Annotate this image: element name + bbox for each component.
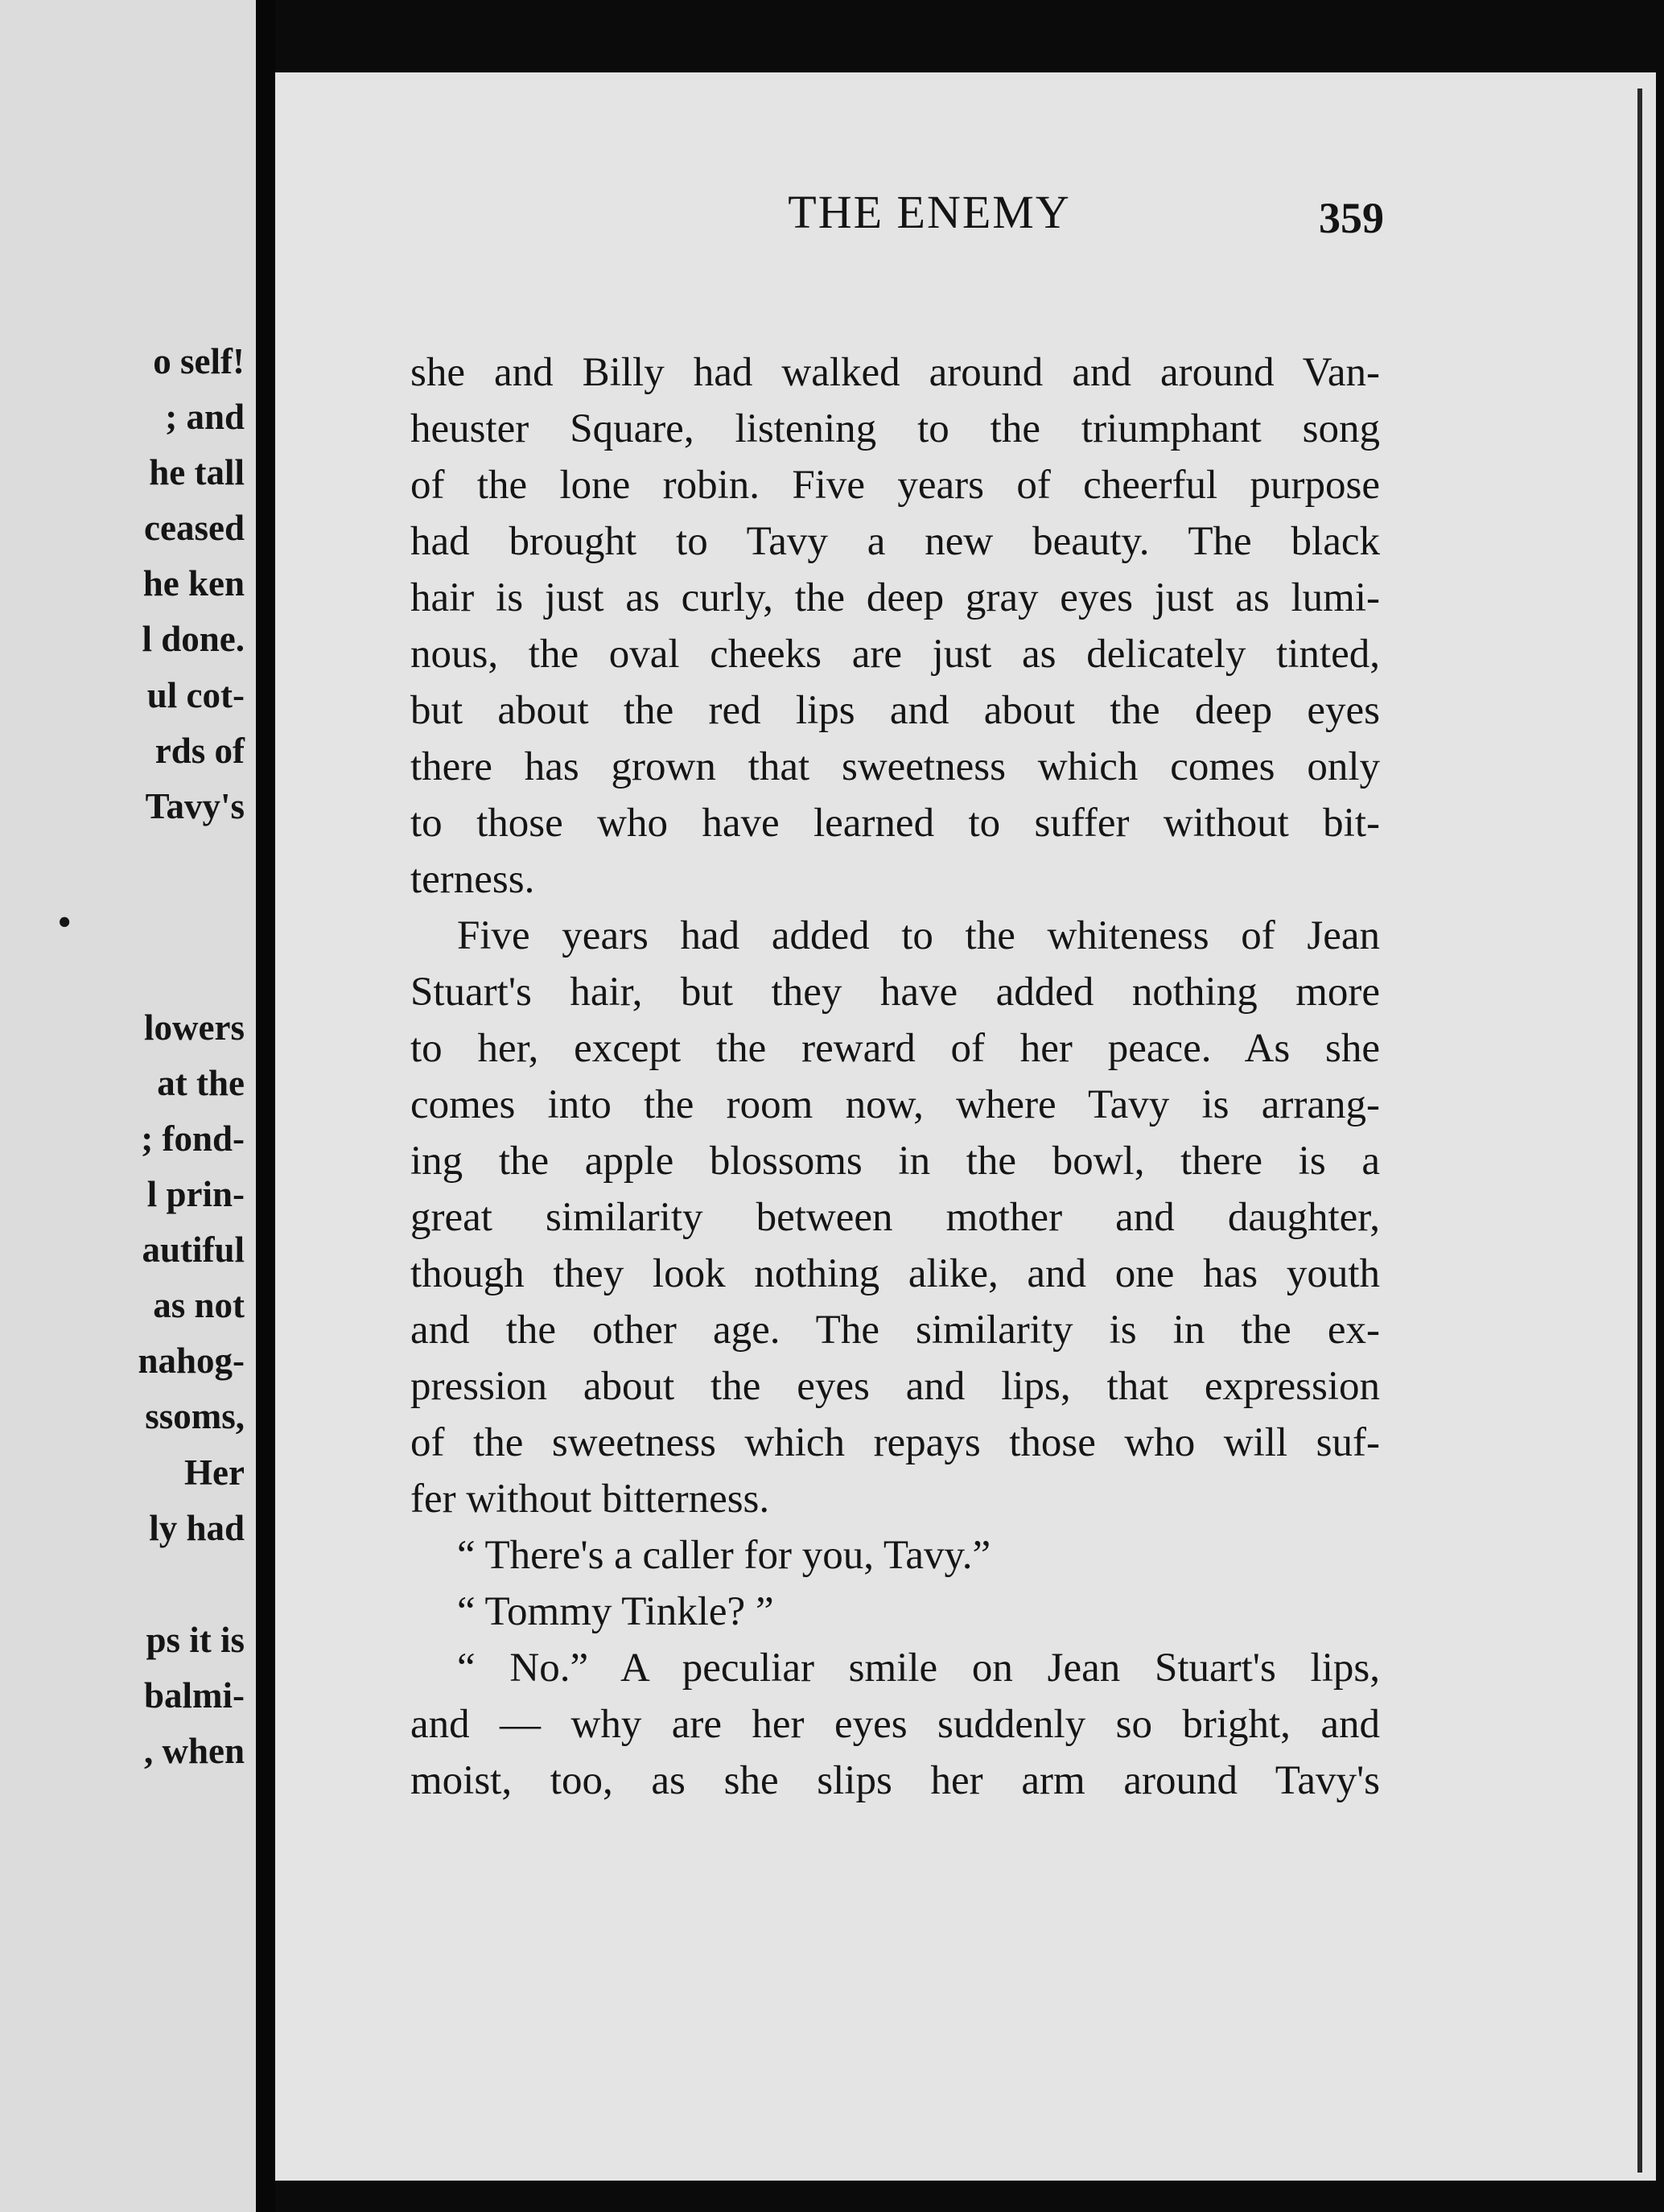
left-page-line: , when [143, 1731, 245, 1771]
left-page-line: he tall [149, 452, 245, 492]
left-page-line: Tavy's [145, 786, 245, 826]
left-page-line: as not [153, 1285, 245, 1325]
text-line: heuster Square, listening to the triumphant song [410, 406, 1380, 451]
left-page-line: rds of [154, 731, 245, 771]
text-line: of the sweetness which repays those who will suf- [410, 1420, 1380, 1465]
text-line: had brought to Tavy a new beauty. The black [410, 519, 1380, 564]
text-line: she and Billy had walked around and around Van- [410, 350, 1380, 395]
text-line: ing the apple blossoms in the bowl, there is a [410, 1139, 1380, 1184]
left-page-line: nahog- [138, 1341, 245, 1381]
left-page-line: ul cot- [146, 675, 245, 715]
page-number: 359 [1319, 194, 1384, 242]
left-page-line: at the [157, 1063, 245, 1103]
body-text [410, 344, 1380, 1809]
page-edge [1637, 89, 1642, 2173]
left-page-line: lowers [144, 1007, 245, 1048]
text-line: and — why are her eyes suddenly so bright, and [410, 1702, 1380, 1747]
left-page-line: balmi- [143, 1675, 245, 1716]
left-page-line: ; fond- [141, 1118, 245, 1159]
text-line: nous, the oval cheeks are just as delicately tinted, [410, 632, 1380, 677]
left-page-line: ; and [165, 397, 245, 437]
text-line: Stuart's hair, but they have added nothing more [410, 970, 1380, 1015]
text-line: comes into the room now, where Tavy is arrang- [410, 1082, 1380, 1127]
text-line: though they look nothing alike, and one has youth [410, 1251, 1380, 1296]
text-line: Five years had added to the whiteness of Jean [457, 913, 1380, 958]
text-line: “ There's a caller for you, Tavy.” [457, 1533, 991, 1578]
left-page-line: ceased [144, 508, 245, 548]
text-line: to her, except the reward of her peace. As she [410, 1026, 1380, 1071]
text-line: there has grown that sweetness which comes only [410, 744, 1380, 789]
left-page-line: l done. [142, 619, 245, 659]
book-gutter [256, 0, 275, 2212]
text-line: pression about the eyes and lips, that expression [410, 1364, 1380, 1409]
left-page-line: • [58, 902, 71, 942]
text-line: great similarity between mother and daughter, [410, 1195, 1380, 1240]
text-line: terness. [410, 857, 535, 902]
text-line: hair is just as curly, the deep gray eyes just as lumi- [410, 575, 1380, 620]
left-page-line: o self! [153, 341, 245, 381]
text-line: but about the red lips and about the deep eyes [410, 688, 1380, 733]
left-page [0, 0, 256, 2212]
text-line: and the other age. The similarity is in the ex- [410, 1308, 1380, 1353]
text-line: of the lone robin. Five years of cheerful purpose [410, 463, 1380, 508]
text-line: moist, too, as she slips her arm around Tavy's [410, 1758, 1380, 1803]
text-line: to those who have learned to suffer without bit- [410, 801, 1380, 846]
left-page-line: autiful [142, 1230, 245, 1270]
left-page-line: ly had [149, 1508, 245, 1548]
text-line: fer without bitterness. [410, 1477, 770, 1522]
left-page-line: l prin- [146, 1174, 245, 1214]
left-page-line: he ken [142, 563, 245, 603]
text-line: “ No.” A peculiar smile on Jean Stuart's lips, [457, 1646, 1380, 1691]
running-title: THE ENEMY [788, 186, 1071, 238]
left-page-line: ps it is [146, 1620, 245, 1660]
left-page-line: ssoms, [145, 1396, 245, 1436]
left-page-line: Her [184, 1452, 245, 1493]
text-line: “ Tommy Tinkle? ” [457, 1589, 774, 1634]
running-head [475, 185, 1384, 242]
